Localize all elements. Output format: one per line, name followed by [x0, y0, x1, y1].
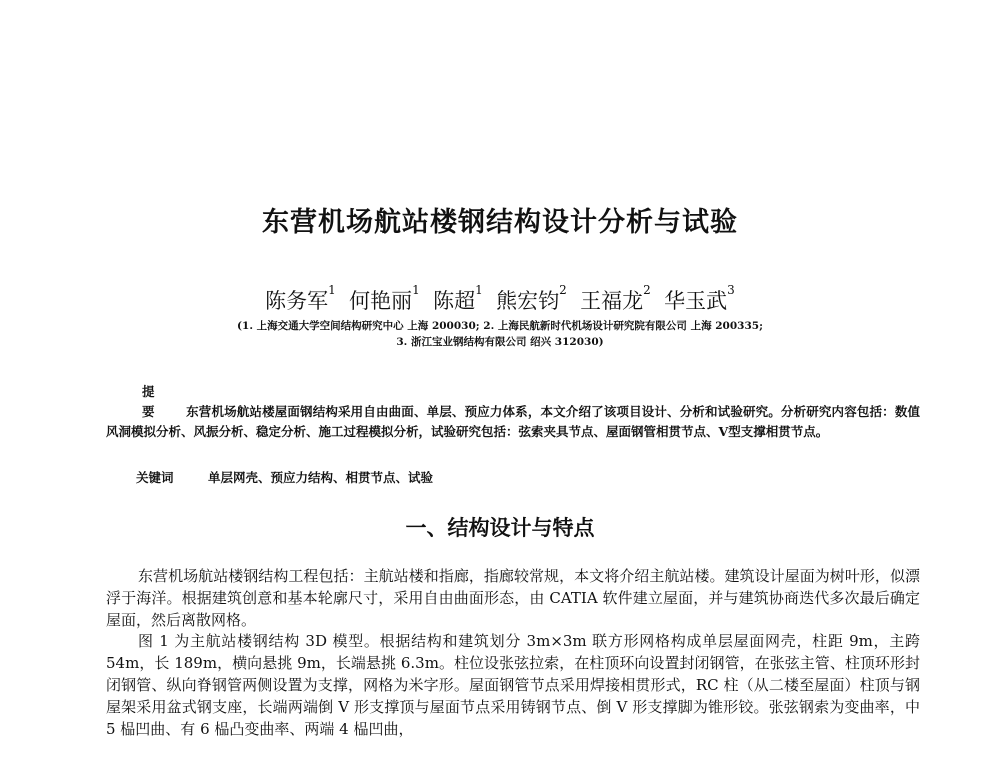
keywords [136, 468, 836, 486]
paragraph: 东营机场航站楼钢结构工程包括：主航站楼和指廊，指廊较常规，本文将介绍主航站楼。建筑设计屋面为树叶形，似漂浮于海洋。根据建筑创意和基本轮廓尺寸，采用自由曲面形态，由 CATIA 软件建立屋面，并与建筑协商迭代多次最后确定屋面，然后离散网格。 [106, 567, 920, 629]
affiliations [0, 318, 1000, 350]
abstract-label: 提 要 [142, 384, 163, 419]
author: 何艳丽$^1$ [349, 283, 420, 313]
author: 熊宏钧$^2$ [496, 283, 567, 313]
author: 陈超$^1$ [433, 283, 483, 313]
author: 陈务军$^1$ [265, 283, 336, 313]
author: 华玉武$^3$ [664, 283, 735, 313]
section-heading: 一、结构设计与特点 [405, 516, 595, 540]
paper-title: 东营机场航站楼钢结构设计分析与试验 [262, 207, 738, 238]
affiliation-line: (1. 上海交通大学空间结构研究中心 上海 200030; 2. 上海民航新时代机场设计研究院有限公司 上海 200335; [237, 320, 763, 332]
paragraph: 图 1 为主航站楼钢结构 3D 模型。根据结构和建筑划分 3m×3m 联方形网格构成单层屋面网壳，柱距 9m，主跨 54m，长 189m，横向悬挑 9m，长端悬挑 6.3m。柱位设张弦拉索，在柱顶环向设置封闭钢管，在张弦主管、柱顶环形封闭钢管、纵向脊钢管两侧设置为支撑，网格为米字形。屋面钢管节点采用焊接相贯形式，RC 柱（从二楼至屋面）柱顶与钢屋架采用盆式钢支座，长端两端倒 V 形支撑顶与屋面节点采用铸钢节点、倒 V 形支撑脚为锥形铰。张弦钢索为变曲率，中 5 榀凹曲、有 6 榀凸变曲率、两端 4 榀凹曲， [106, 632, 920, 738]
keywords-text: 单层网壳、预应力结构、相贯节点、试验 [208, 470, 434, 485]
affiliation-line: 3. 浙江宝业钢结构有限公司 绍兴 312030) [396, 336, 604, 348]
author-list [0, 285, 1000, 315]
abstract-text: 东营机场航站楼屋面钢结构采用自由曲面、单层、预应力体系，本文介绍了该项目设计、分析和试验研究。分析研究内容包括：数值风洞模拟分析、风振分析、稳定分析、施工过程模拟分析，试验研究包括：弦索夹具节点、屋面钢管相贯节点、V型支撑相贯节点。 [106, 404, 920, 439]
abstract [106, 382, 920, 442]
keywords-label: 关键词 [136, 470, 174, 485]
author: 王福龙$^2$ [580, 283, 651, 313]
section-body [106, 566, 920, 740]
